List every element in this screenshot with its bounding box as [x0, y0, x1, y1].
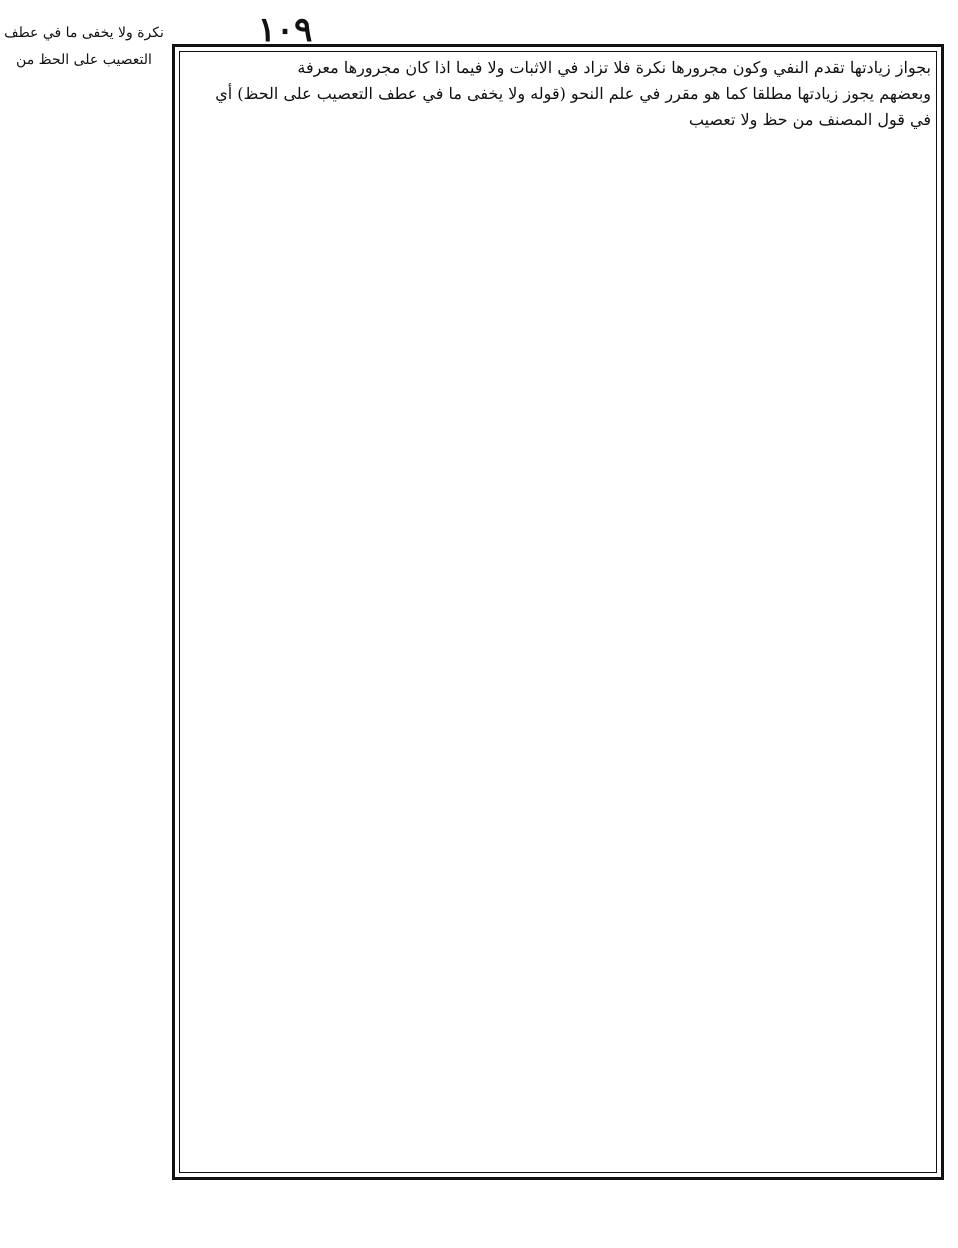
- main-text-line: [185, 185, 931, 211]
- margin-gloss-line: [4, 365, 164, 392]
- margin-gloss-line: [4, 285, 164, 312]
- main-text-line: [185, 1069, 931, 1095]
- margin-gloss-line: [4, 709, 164, 736]
- margin-gloss-line: [4, 471, 164, 498]
- margin-gloss-column: [4, 20, 164, 1190]
- main-text-line: [185, 835, 931, 861]
- main-text-line: [185, 653, 931, 679]
- margin-gloss-line: [4, 630, 164, 657]
- margin-gloss-line: [4, 179, 164, 206]
- main-text-line: [185, 471, 931, 497]
- margin-gloss-line: [4, 206, 164, 233]
- margin-gloss-line: [4, 948, 164, 975]
- margin-gloss-line: [4, 1107, 164, 1134]
- main-text-line: [185, 549, 931, 575]
- margin-gloss-line: [4, 444, 164, 471]
- margin-gloss-line: [4, 1160, 164, 1187]
- margin-gloss-line: [4, 921, 164, 948]
- margin-gloss-line: [4, 974, 164, 1001]
- main-text-line: [185, 861, 931, 887]
- main-text-frame: [172, 44, 944, 1180]
- margin-gloss-line: [4, 577, 164, 604]
- margin-gloss-line: [4, 789, 164, 816]
- main-text-line: [185, 133, 931, 159]
- margin-gloss-line: [4, 100, 164, 127]
- main-text-line: [185, 939, 931, 965]
- margin-gloss-line: [4, 842, 164, 869]
- margin-gloss-line: [4, 126, 164, 153]
- main-text-line: [185, 887, 931, 913]
- margin-gloss-line: [4, 232, 164, 259]
- margin-gloss-line: [4, 524, 164, 551]
- main-text-line: [185, 211, 931, 237]
- main-text-line: [185, 497, 931, 523]
- main-text-line: [185, 731, 931, 757]
- margin-gloss-line: [4, 1054, 164, 1081]
- main-text-line: [185, 601, 931, 627]
- margin-gloss-line: [4, 259, 164, 286]
- margin-gloss-line: [4, 895, 164, 922]
- margin-gloss-line: نكرة ولا يخفى ما في عطف: [4, 25, 164, 41]
- main-text-line: في قول المصنف من حظ ولا تعصيب: [688, 110, 931, 129]
- main-text-line: [185, 1043, 931, 1069]
- main-text-line: [185, 627, 931, 653]
- main-text-line: [185, 679, 931, 705]
- margin-gloss-line: [4, 736, 164, 763]
- main-text-line: [185, 705, 931, 731]
- main-text-line: [185, 393, 931, 419]
- margin-gloss-line: [4, 1133, 164, 1160]
- margin-gloss-line: [4, 603, 164, 630]
- main-text-line: [185, 419, 931, 445]
- margin-gloss-line: [4, 550, 164, 577]
- page-number: ١٠٩: [257, 10, 313, 50]
- main-text-line: [185, 913, 931, 939]
- main-text-line: وبعضهم يجوز زيادتها مطلقا كما هو مقرر في علم النحو (قوله ولا يخفى ما في عطف التعصيب على الحظ) أي: [215, 84, 931, 103]
- margin-gloss-line: [4, 868, 164, 895]
- main-text-body: [185, 55, 931, 1169]
- main-text-line: [185, 965, 931, 991]
- main-text-line: [185, 1017, 931, 1043]
- margin-gloss-line: [4, 762, 164, 789]
- margin-gloss-line: [4, 1080, 164, 1107]
- margin-gloss-line: [4, 391, 164, 418]
- margin-gloss-line: [4, 683, 164, 710]
- margin-gloss-line: [4, 153, 164, 180]
- main-text-line: [185, 757, 931, 783]
- main-text-line: بجواز زيادتها تقدم النفي وكون مجرورها نكرة فلا تزاد في الاثبات ولا فيما اذا كان مجرورها معرفة: [297, 58, 931, 77]
- main-text-line: [185, 445, 931, 471]
- main-text-line: [185, 367, 931, 393]
- main-text-line: [185, 1095, 931, 1121]
- margin-gloss-line: [4, 656, 164, 683]
- main-text-line: [185, 575, 931, 601]
- margin-gloss-line: [4, 497, 164, 524]
- margin-gloss-line: [4, 1027, 164, 1054]
- margin-gloss-line: [4, 815, 164, 842]
- main-text-line: [185, 991, 931, 1017]
- main-text-line: [185, 237, 931, 263]
- main-text-line: [185, 341, 931, 367]
- main-text-line: [185, 523, 931, 549]
- main-text-line: [185, 315, 931, 341]
- margin-gloss-line: التعصيب على الحظ من: [16, 51, 152, 68]
- main-text-line: [185, 263, 931, 289]
- main-text-line: [185, 809, 931, 835]
- margin-gloss-line: [4, 73, 164, 100]
- main-text-line: [185, 1147, 931, 1169]
- margin-gloss-line: [4, 1001, 164, 1028]
- main-text-line: [185, 159, 931, 185]
- margin-gloss-line: [4, 418, 164, 445]
- main-text-line: [185, 1121, 931, 1147]
- margin-gloss-line: [4, 338, 164, 365]
- margin-gloss-line: [4, 312, 164, 339]
- main-text-line: [185, 783, 931, 809]
- main-text-line: [185, 289, 931, 315]
